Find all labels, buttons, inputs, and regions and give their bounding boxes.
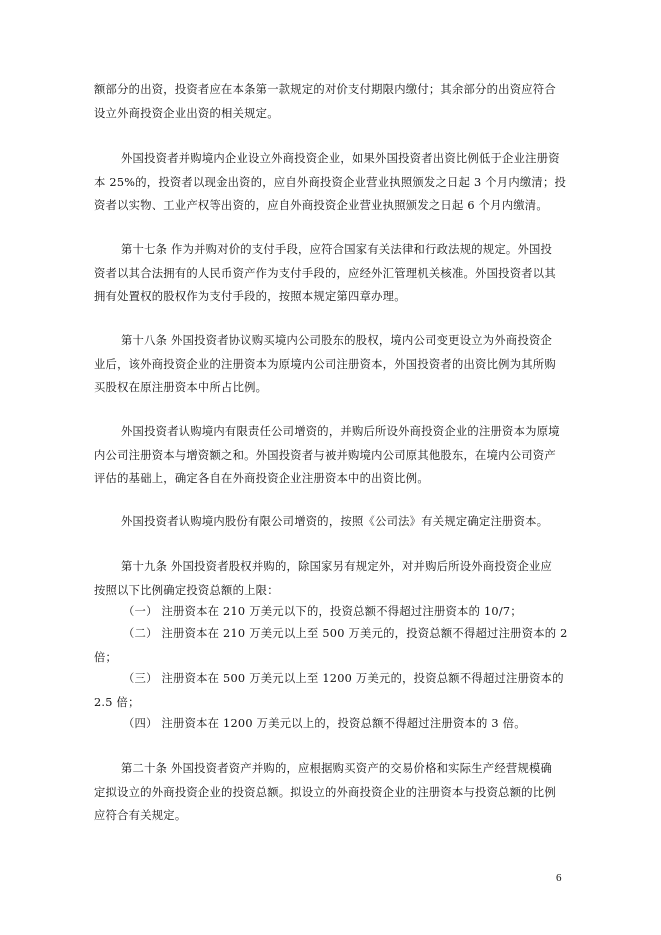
paragraph-article-18 [94, 329, 568, 400]
text-line: 设立外商投资企业出资的相关规定。 [94, 106, 279, 120]
list-item-3 [94, 667, 568, 714]
text-line: 资者以实物、工业产权等出资的，应自外商投资企业营业执照颁发之日起 6 个月内缴清。 [94, 199, 548, 212]
list-item-4 [94, 712, 568, 736]
paragraph-article-17 [94, 238, 568, 309]
text-line: 业后，该外商投资企业的注册资本为原境内公司注册资本，外国投资者的出资比例为其所购 [94, 357, 556, 371]
text-line: 资者以其合法拥有的人民币资产作为支付手段的，应经外汇管理机关核准。外国投资者以其 [94, 266, 556, 280]
text-line: 评估的基础上，确定各自在外商投资企业注册资本中的出资比例。 [94, 472, 429, 485]
text-line: 额部分的出资，投资者应在本条第一款规定的对价支付期限内缴付；其余部分的出资应符合 [94, 83, 556, 96]
text-line: （三） 注册资本在 500 万美元以上至 1200 万美元的，投资总额不得超过注册资本的 [123, 672, 564, 685]
text-line: 定拟设立的外商投资企业的投资总额。拟设立的外商投资企业的注册资本与投资总额的比例 [94, 785, 556, 799]
text-line: 第十九条 外国投资者股权并购的，除国家另有规定外，对并购后所设外商投资企业应 [121, 560, 553, 573]
text-line: 第十七条 作为并购对价的支付手段，应符合国家有关法律和行政法规的规定。外国投 [121, 243, 553, 256]
text-line: 倍； [94, 650, 118, 664]
paragraph-capital-deadline [94, 147, 568, 218]
text-line: 外国投资者认购境内股份有限公司增资的，按照《公司法》有关规定确定注册资本。 [121, 515, 549, 528]
text-line: 外国投资者认购境内有限责任公司增资的，并购后所设外商投资企业的注册资本为原境 [121, 425, 560, 438]
text-line: 买股权在原注册资本中所占比例。 [94, 381, 268, 394]
text-line: 按照以下比例确定投资总额的上限： [94, 583, 279, 597]
page-number: 6 [556, 872, 562, 884]
list-item-2 [94, 622, 568, 669]
text-line: 2.5 倍； [94, 695, 140, 709]
text-line: （四） 注册资本在 1200 万美元以上的，投资总额不得超过注册资本的 3 倍。 [123, 717, 526, 730]
text-line: 内公司注册资本与增资额之和。外国投资者与被并购境内公司原其他股东，在境内公司资产 [94, 448, 556, 462]
paragraph-continuation [94, 78, 568, 125]
paragraph-capital-increase [94, 420, 568, 491]
paragraph-article-20 [94, 757, 568, 828]
paragraph-joint-stock [94, 510, 568, 534]
text-line: （二） 注册资本在 210 万美元以上至 500 万美元的，投资总额不得超过注册资本的 2 [123, 627, 568, 640]
list-item-1 [94, 600, 568, 624]
text-line: 第十八条 外国投资者协议购买境内公司股东的股权，境内公司变更设立为外商投资企 [121, 334, 553, 347]
text-line: 拥有处置权的股权作为支付手段的，按照本规定第四章办理。 [94, 290, 406, 303]
text-line: 本 25%的，投资者以现金出资的，应自外商投资企业营业执照颁发之日起 3 个月内缴清；投 [94, 175, 567, 189]
text-line: 应符合有关规定。 [94, 809, 187, 822]
text-line: 第二十条 外国投资者资产并购的，应根据购买资产的交易价格和实际生产经营规模确 [121, 762, 553, 775]
text-line: 外国投资者并购境内企业设立外商投资企业，如果外国投资者出资比例低于企业注册资 [121, 152, 560, 165]
text-line: （一） 注册资本在 210 万美元以下的，投资总额不得超过注册资本的 10/7； [123, 605, 522, 618]
paragraph-article-19 [94, 555, 568, 602]
